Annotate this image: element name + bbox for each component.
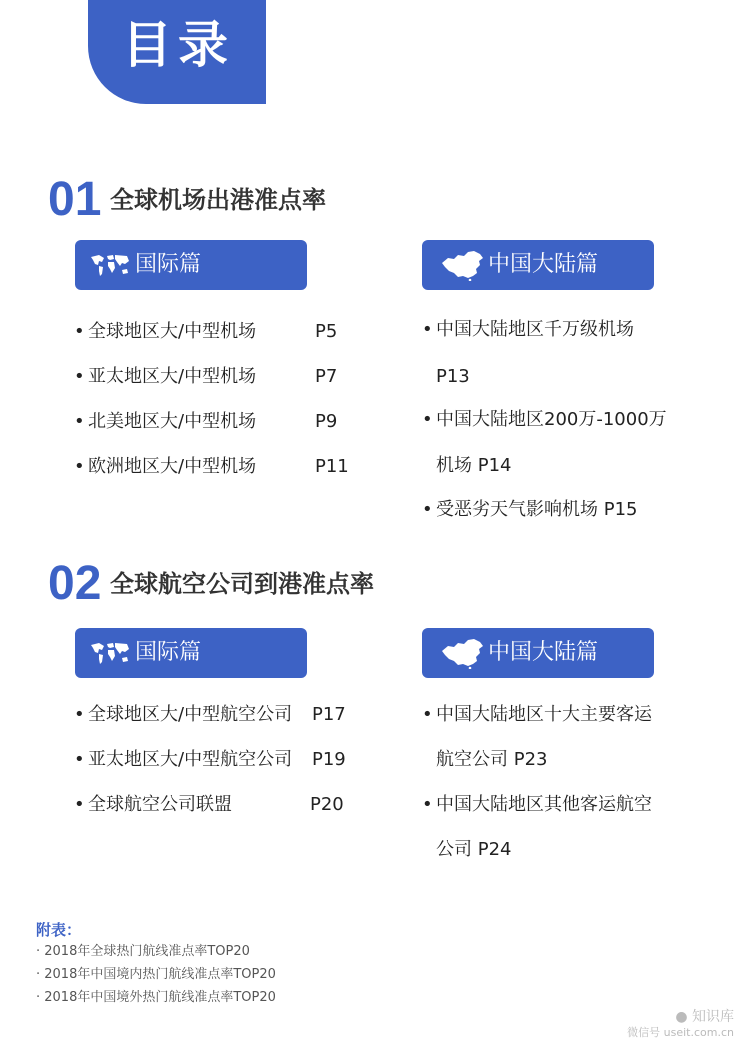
list-item: • 中国大陆地区千万级机场 xyxy=(422,319,634,340)
list-item: • 中国大陆地区其他客运航空 xyxy=(422,794,652,815)
appendix-item: · 2018年中国境内热门航线准点率TOP20 xyxy=(36,967,276,982)
world-map-icon xyxy=(89,252,131,278)
china-mainland-label: 中国大陆篇 xyxy=(488,252,599,277)
list-item: • 亚太地区大/中型机场 xyxy=(74,366,257,387)
appendix-item: · 2018年全球热门航线准点率TOP20 xyxy=(36,944,250,959)
page-ref: P20 xyxy=(310,794,344,815)
section-title: 全球机场出港准点率 xyxy=(110,186,326,214)
china-mainland-tab xyxy=(422,240,654,290)
list-item: • 欧洲地区大/中型机场 xyxy=(74,456,257,477)
section-number: 01 xyxy=(48,173,102,226)
page-ref: P11 xyxy=(315,456,349,477)
appendix-item: · 2018年中国境外热门航线准点率TOP20 xyxy=(36,990,276,1005)
list-item: • 北美地区大/中型机场 xyxy=(74,411,257,432)
list-item: • 全球地区大/中型航空公司 xyxy=(74,704,293,725)
page-ref: P17 xyxy=(312,704,346,725)
international-label: 国际篇 xyxy=(135,640,202,665)
title-tab xyxy=(88,0,266,104)
international-tab xyxy=(75,240,307,290)
watermark-sub: 微信号 useit.com.cn xyxy=(627,1026,734,1039)
list-item: • 全球航空公司联盟 xyxy=(74,794,232,815)
china-map-icon xyxy=(440,249,486,281)
china-mainland-label: 中国大陆篇 xyxy=(488,640,599,665)
watermark xyxy=(627,1008,734,1040)
list-item-continuation: 机场 P14 xyxy=(436,455,512,476)
appendix-heading: 附表： xyxy=(36,921,82,939)
page-ref: P5 xyxy=(315,321,338,342)
list-item: • 全球地区大/中型机场 xyxy=(74,321,257,342)
china-mainland-tab xyxy=(422,628,654,678)
list-item: • 中国大陆地区十大主要客运 xyxy=(422,704,652,725)
list-item-continuation: 航空公司 P23 xyxy=(436,749,548,770)
international-tab xyxy=(75,628,307,678)
list-item: • 中国大陆地区200万-1000万 xyxy=(422,409,667,430)
list-item-continuation: 公司 P24 xyxy=(436,839,512,860)
page-title: 目录 xyxy=(122,16,234,74)
section-title: 全球航空公司到港准点率 xyxy=(110,570,374,598)
list-item: • 受恶劣天气影响机场 P15 xyxy=(422,499,638,520)
page-ref: P19 xyxy=(312,749,346,770)
list-item-continuation: P13 xyxy=(436,366,470,387)
page-ref: P9 xyxy=(315,411,338,432)
appendix xyxy=(36,920,276,1009)
section-number: 02 xyxy=(48,557,102,610)
watermark-name: ● 知识库 xyxy=(675,1009,734,1025)
page-ref: P7 xyxy=(315,366,338,387)
international-label: 国际篇 xyxy=(135,252,202,277)
china-map-icon xyxy=(440,637,486,669)
world-map-icon xyxy=(89,640,131,666)
list-item: • 亚太地区大/中型航空公司 xyxy=(74,749,293,770)
wechat-icon: ● xyxy=(675,1009,688,1025)
